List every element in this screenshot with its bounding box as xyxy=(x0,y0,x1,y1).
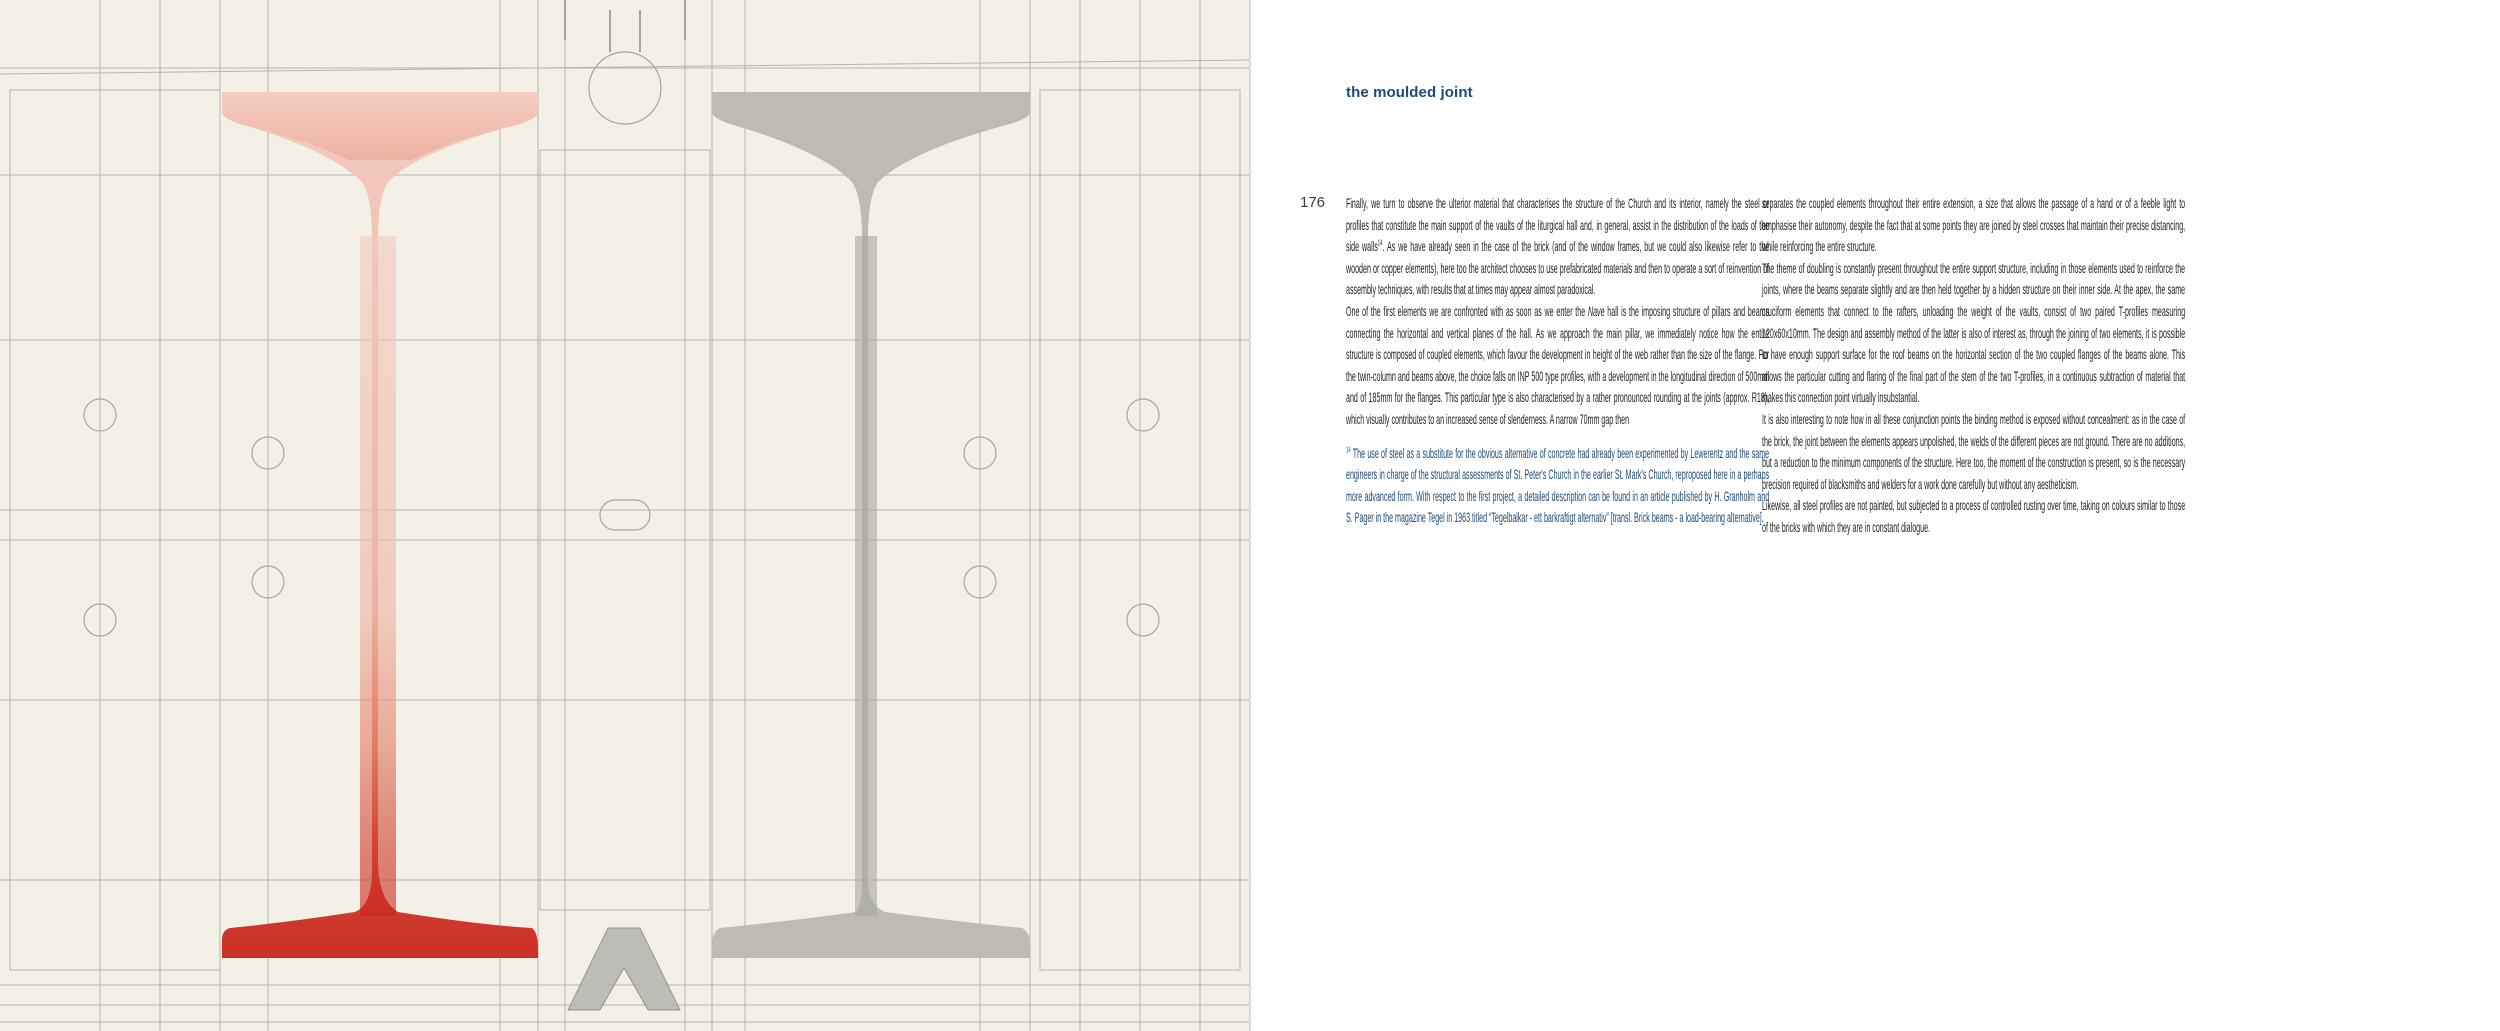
paragraph: Finally, we turn to observe the ulterior material that characterises the structure of the Church and its interior, namely the steel or profiles that constitute the main support of the vaults of the liturgical hall and, in general, assist in the distribution of the loads of the side walls$^{14}$. As we have already seen in the case of the brick (and of the window frames, but we could also likewise refer to the wooden or copper elements), here too the architect chooses to use prefabricated materials and then to operate a sort of reinvention of assembly techniques, with results that at times may appear almost paradoxical. xyxy=(1346,196,1770,298)
top-connector xyxy=(565,0,685,52)
footnote-mark: 14 xyxy=(1346,445,1351,455)
text-column-1 xyxy=(1346,193,1769,529)
text-column-2 xyxy=(1762,193,2185,539)
bottom-v-element xyxy=(568,928,680,1010)
paragraph: One of the first elements we are confronted with as soon as we enter the Nave hall is the imposing structure of pillars and beams connecting the horizontal and vertical planes of the hall. As we approach the main pillar, we immediately notice how the entire structure is composed of coupled elements, which favour the development in height of the web rather than the size of the flange. For the twin-column and beams above, the choice falls on INP 500 type profiles, with a development in the longitudinal direction of 500mm and of 185mm for the flanges. This particular type is also characterised by a rather pronounced rounding at the joints (approx. R18), which visually contributes to an increased sense of slenderness. A narrow 70mm gap then xyxy=(1346,303,1770,427)
hole-circles xyxy=(84,52,1159,636)
running-header: the moulded joint xyxy=(1346,84,1473,101)
grey-steel-profile xyxy=(712,92,1030,958)
footnote: $^{14}$ The use of steel as a substitute for the obvious alternative of concrete had already been experimented by Lewerentz and the same engineers in charge of the structural assessments of St. Peter's Church in the earlier St. Mark's Church, reproposed here in a perhaps more advanced form. With respect to the first project, a detailed description can be found in an article published by H. Granholm and S. Pager in the magazine Tegel in 1963 titled “Tegelbalkar - ett barkraftigt alternativ” [transl. Brick beams - a load-bearing alternative]. xyxy=(1346,445,1770,526)
footnote-reference: 14 xyxy=(1377,238,1383,248)
paragraph: It is also interesting to note how in all these conjunction points the binding method is exposed without concealment: as in the case of the brick, the joint between the elements appears unpolished, the welds of the different pieces are not ground. There are no additions, but a reduction to the minimum components of the structure. Here too, the moment of the construction is present, so is the necessary precision required of blacksmiths and welders for a work done carefully but without any aestheticism. xyxy=(1762,411,2186,492)
paragraph: separates the coupled elements throughout their entire extension, a size that allows the passage of a hand or of a feeble light to emphasise their autonomy, despite the fact that at some points they are joined by steel crosses that maintain their precise distancing, while reinforcing the entire structure. xyxy=(1762,196,2186,255)
page-number: 176 xyxy=(1300,194,1326,211)
paragraph: Likewise, all steel profiles are not painted, but subjected to a process of controlled rusting over time, taking on colours similar to those of the bricks with which they are in constant dialogue. xyxy=(1762,498,2186,535)
paragraph: The theme of doubling is constantly present throughout the entire support structure, including in those elements used to reinforce the joints, where the beams separate slightly and are then held together by a hidden structure on their inner side. At the apex, the same cruciform elements that connect to the rafters, unloading the weight of the vaults, consist of two paired T-profiles measuring 120x60x10mm. The design and assembly method of the latter is also of interest as, through the joining of two elements, it is possible to have enough support surface for the roof beams on the horizontal section of the two coupled flanges of the beams alone. This allows the particular cutting and flaring of the final part of the stem of the two T-profiles, in a continuous subtraction of material that makes this connection point virtually insubstantial. xyxy=(1762,260,2186,406)
red-steel-profile xyxy=(222,92,538,958)
